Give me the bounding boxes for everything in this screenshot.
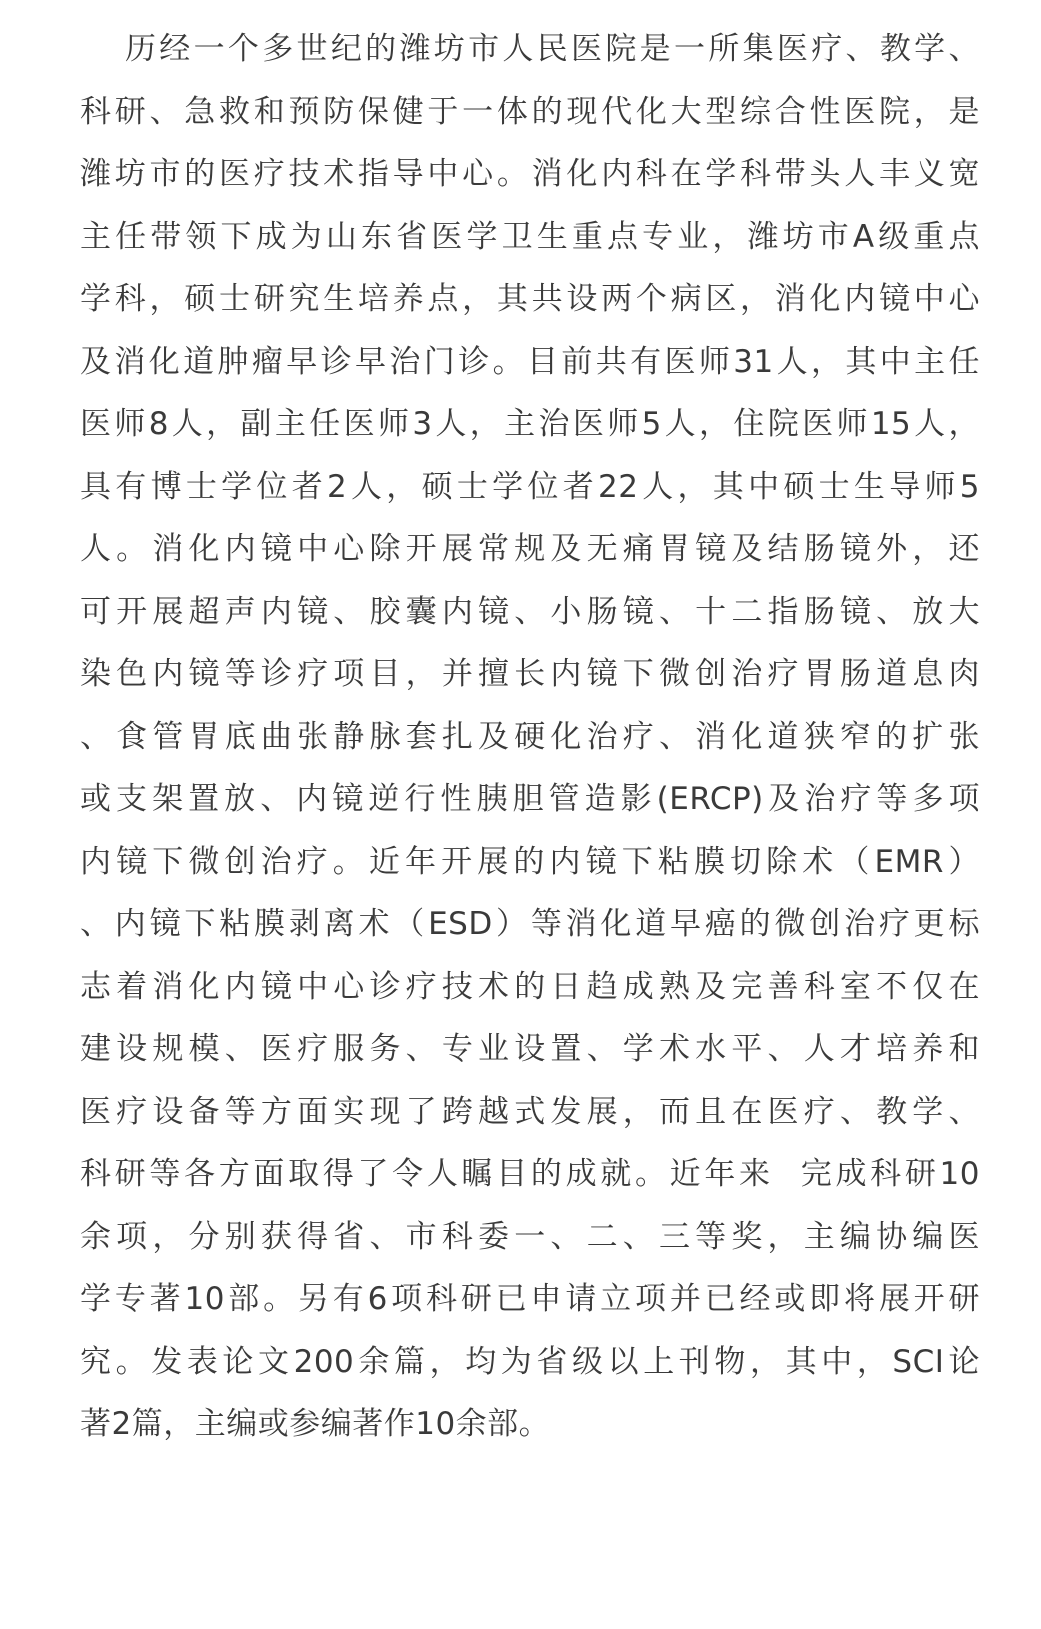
paragraph-line: 医疗设备等方面实现了跨越式发展，而且在医疗、教学、	[80, 1093, 980, 1130]
paragraph-line: 主任带领下成为山东省医学卫生重点专业，潍坊市A级重点	[80, 218, 980, 255]
paragraph-line: 余项，分别获得省、市科委一、二、三等奖，主编协编医	[80, 1218, 980, 1255]
paragraph-line: 、内镜下粘膜剥离术（ESD）等消化道早癌的微创治疗更标	[80, 906, 980, 942]
paragraph-line: 潍坊市的医疗技术指导中心。消化内科在学科带头人丰义宽	[80, 156, 980, 192]
paragraph-line: 著2篇，主编或参编著作10余部。	[80, 1406, 551, 1442]
paragraph-line: 历经一个多世纪的潍坊市人民医院是一所集医疗、教学、	[125, 31, 980, 67]
paragraph-line: 学专著10部。另有6项科研已申请立项并已经或即将展开研	[80, 1281, 980, 1317]
paragraph-line: 科研等各方面取得了令人瞩目的成就。近年来 完成科研10	[80, 1156, 980, 1192]
paragraph-line: 人。消化内镜中心除开展常规及无痛胃镜及结肠镜外，还	[80, 531, 980, 567]
paragraph-line: 建设规模、医疗服务、专业设置、学术水平、人才培养和	[80, 1031, 980, 1067]
paragraph-line: 医师8人，副主任医师3人，主治医师5人，住院医师15人，	[80, 406, 980, 442]
paragraph-line: 及消化道肿瘤早诊早治门诊。目前共有医师31人，其中主任	[80, 343, 980, 380]
paragraph-line: 具有博士学位者2人，硕士学位者22人，其中硕士生导师5	[80, 468, 980, 505]
paragraph-line: 究。发表论文200余篇，均为省级以上刊物，其中，SCI论	[80, 1343, 980, 1380]
paragraph-line: 志着消化内镜中心诊疗技术的日趋成熟及完善科室不仅在	[80, 968, 980, 1005]
paragraph-line: 可开展超声内镜、胶囊内镜、小肠镜、十二指肠镜、放大	[80, 593, 980, 630]
paragraph-line: 内镜下微创治疗。近年开展的内镜下粘膜切除术（EMR）	[80, 843, 980, 880]
paragraph-line: 学科，硕士研究生培养点，其共设两个病区，消化内镜中心	[80, 281, 980, 317]
paragraph-line: 染色内镜等诊疗项目，并擅长内镜下微创治疗胃肠道息肉	[80, 656, 980, 692]
article-body	[80, 18, 980, 1456]
paragraph-line: 或支架置放、内镜逆行性胰胆管造影(ERCP)及治疗等多项	[80, 781, 980, 817]
paragraph-line: 、食管胃底曲张静脉套扎及硬化治疗、消化道狭窄的扩张	[80, 718, 980, 755]
paragraph-line: 科研、急救和预防保健于一体的现代化大型综合性医院，是	[80, 93, 980, 130]
